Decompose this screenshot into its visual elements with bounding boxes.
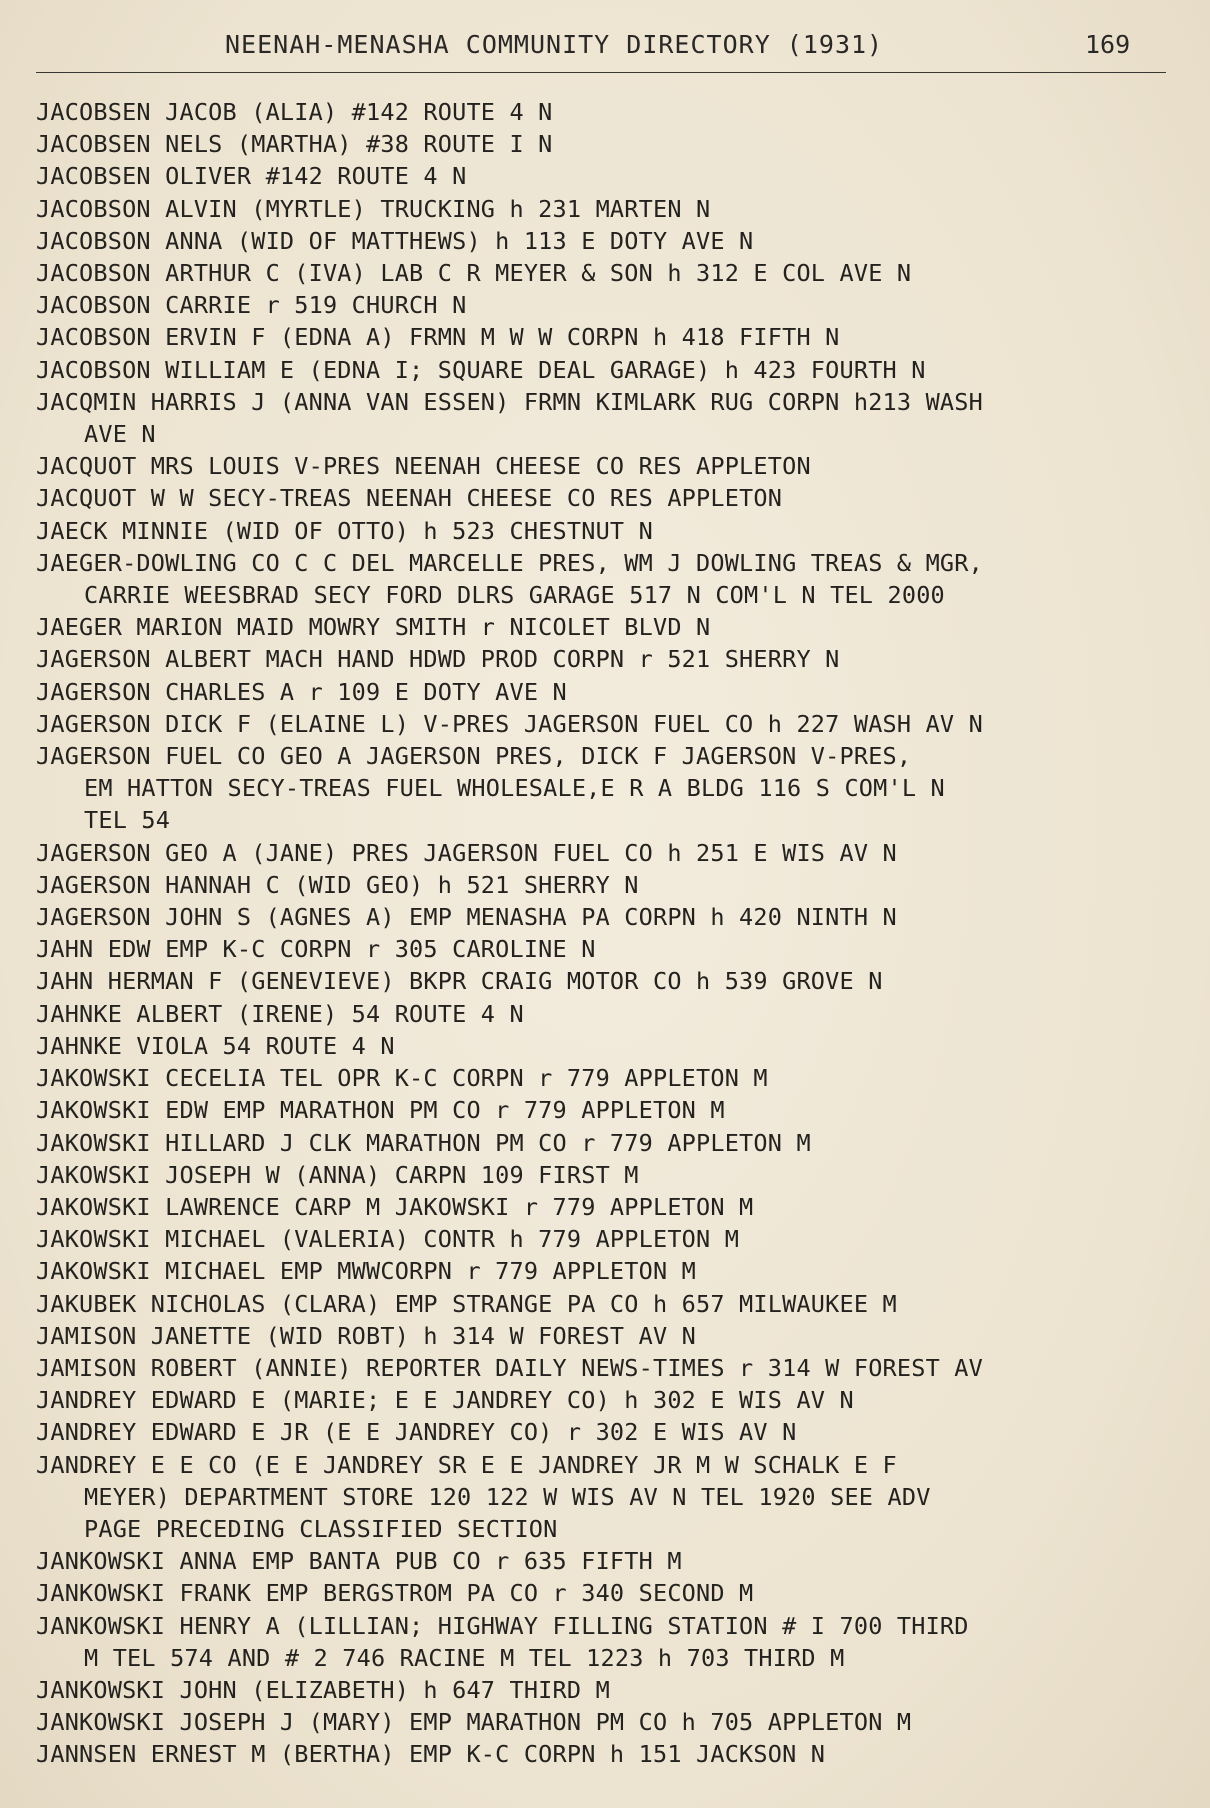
directory-entry: JAGERSON ALBERT MACH HAND HDWD PROD CORPN r 521 SHERRY N	[36, 645, 840, 674]
directory-entry: JACOBSON CARRIE r 519 CHURCH N	[36, 291, 467, 320]
directory-entry: JAKOWSKI MICHAEL (VALERIA) CONTR h 779 APPLETON M	[36, 1225, 740, 1254]
directory-entry: JAHN EDW EMP K-C CORPN r 305 CAROLINE N	[36, 935, 596, 964]
page-title: NEENAH-MENASHA COMMUNITY DIRECTORY (1931)	[225, 30, 884, 59]
directory-entry: JANDREY EDWARD E (MARIE; E E JANDREY CO) h 302 E WIS AV N	[36, 1386, 854, 1415]
directory-entry: JAEGER-DOWLING CO C C DEL MARCELLE PRES, WM J DOWLING TREAS & MGR,	[36, 548, 983, 577]
directory-entry: JAMISON ROBERT (ANNIE) REPORTER DAILY NEWS-TIMES r 314 W FOREST AV	[36, 1353, 983, 1382]
directory-entry-continuation: PAGE PRECEDING CLASSIFIED SECTION	[84, 1514, 558, 1543]
directory-entry: JAHNKE VIOLA 54 ROUTE 4 N	[36, 1031, 395, 1060]
directory-entry: JAKOWSKI MICHAEL EMP MWWCORPN r 779 APPLETON M	[36, 1257, 697, 1286]
directory-entry: JAGERSON FUEL CO GEO A JAGERSON PRES, DICK F JAGERSON V-PRES,	[36, 742, 912, 771]
directory-entry: JANKOWSKI FRANK EMP BERGSTROM PA CO r 340 SECOND M	[36, 1579, 754, 1608]
directory-entry-continuation: EM HATTON SECY-TREAS FUEL WHOLESALE,E R A BLDG 116 S COM'L N	[84, 774, 945, 803]
directory-entry: JAGERSON CHARLES A r 109 E DOTY AVE N	[36, 677, 567, 706]
directory-entry: JAMISON JANETTE (WID ROBT) h 314 W FOREST AV N	[36, 1321, 697, 1350]
directory-entry: JAEGER MARION MAID MOWRY SMITH r NICOLET BLVD N	[36, 613, 711, 642]
directory-entry: JANKOWSKI JOSEPH J (MARY) EMP MARATHON PM CO h 705 APPLETON M	[36, 1708, 912, 1737]
directory-entry: JANDREY E E CO (E E JANDREY SR E E JANDREY JR M W SCHALK E F	[36, 1450, 897, 1479]
directory-entry: JACOBSEN NELS (MARTHA) #38 ROUTE I N	[36, 130, 553, 159]
directory-entry: JACQMIN HARRIS J (ANNA VAN ESSEN) FRMN KIMLARK RUG CORPN h213 WASH	[36, 387, 983, 416]
directory-entry: JAGERSON JOHN S (AGNES A) EMP MENASHA PA CORPN h 420 NINTH N	[36, 903, 897, 932]
directory-entry: JACOBSEN OLIVER #142 ROUTE 4 N	[36, 162, 467, 191]
directory-entry: JANKOWSKI HENRY A (LILLIAN; HIGHWAY FILLING STATION # I 700 THIRD	[36, 1611, 969, 1640]
directory-entry-continuation: MEYER) DEPARTMENT STORE 120 122 W WIS AV N TEL 1920 SEE ADV	[84, 1482, 931, 1511]
directory-entry: JANNSEN ERNEST M (BERTHA) EMP K-C CORPN h 151 JACKSON N	[36, 1740, 826, 1769]
directory-entry: JAECK MINNIE (WID OF OTTO) h 523 CHESTNUT N	[36, 516, 653, 545]
directory-entries	[0, 96, 1210, 1771]
directory-entry: JACOBSON ARTHUR C (IVA) LAB C R MEYER & SON h 312 E COL AVE N	[36, 259, 912, 288]
directory-entry: JACQUOT W W SECY-TREAS NEENAH CHEESE CO RES APPLETON	[36, 484, 783, 513]
directory-entry-continuation: TEL 54	[84, 806, 171, 835]
directory-entry: JAKOWSKI CECELIA TEL OPR K-C CORPN r 779 APPLETON M	[36, 1064, 768, 1093]
directory-entry: JACOBSON WILLIAM E (EDNA I; SQUARE DEAL GARAGE) h 423 FOURTH N	[36, 355, 926, 384]
directory-entry-continuation: AVE N	[84, 420, 156, 449]
directory-entry-continuation: CARRIE WEESBRAD SECY FORD DLRS GARAGE 517 N COM'L N TEL 2000	[84, 581, 945, 610]
directory-entry: JAGERSON HANNAH C (WID GEO) h 521 SHERRY N	[36, 870, 639, 899]
header-rule	[36, 72, 1166, 73]
page-number: 169	[1085, 30, 1131, 59]
directory-entry: JAHNKE ALBERT (IRENE) 54 ROUTE 4 N	[36, 999, 524, 1028]
directory-entry: JANDREY EDWARD E JR (E E JANDREY CO) r 302 E WIS AV N	[36, 1418, 797, 1447]
directory-entry: JAKOWSKI LAWRENCE CARP M JAKOWSKI r 779 APPLETON M	[36, 1192, 754, 1221]
directory-entry: JAKOWSKI HILLARD J CLK MARATHON PM CO r 779 APPLETON M	[36, 1128, 811, 1157]
directory-entry: JAKOWSKI JOSEPH W (ANNA) CARPN 109 FIRST M	[36, 1160, 639, 1189]
directory-entry: JAKOWSKI EDW EMP MARATHON PM CO r 779 APPLETON M	[36, 1096, 725, 1125]
directory-entry-continuation: M TEL 574 AND # 2 746 RACINE M TEL 1223 h 703 THIRD M	[84, 1643, 845, 1672]
directory-entry: JACOBSON ALVIN (MYRTLE) TRUCKING h 231 MARTEN N	[36, 194, 711, 223]
directory-entry: JAHN HERMAN F (GENEVIEVE) BKPR CRAIG MOTOR CO h 539 GROVE N	[36, 967, 883, 996]
page-header	[0, 30, 1210, 70]
directory-entry: JAGERSON GEO A (JANE) PRES JAGERSON FUEL CO h 251 E WIS AV N	[36, 838, 897, 867]
directory-entry: JAKUBEK NICHOLAS (CLARA) EMP STRANGE PA CO h 657 MILWAUKEE M	[36, 1289, 897, 1318]
directory-entry: JACOBSON ERVIN F (EDNA A) FRMN M W W CORPN h 418 FIFTH N	[36, 323, 840, 352]
directory-entry: JAGERSON DICK F (ELAINE L) V-PRES JAGERSON FUEL CO h 227 WASH AV N	[36, 709, 983, 738]
directory-entry: JANKOWSKI JOHN (ELIZABETH) h 647 THIRD M	[36, 1675, 610, 1704]
directory-entry: JACOBSON ANNA (WID OF MATTHEWS) h 113 E DOTY AVE N	[36, 226, 754, 255]
directory-entry: JACOBSEN JACOB (ALIA) #142 ROUTE 4 N	[36, 98, 553, 126]
directory-entry: JACQUOT MRS LOUIS V-PRES NEENAH CHEESE CO RES APPLETON	[36, 452, 811, 481]
directory-entry: JANKOWSKI ANNA EMP BANTA PUB CO r 635 FIFTH M	[36, 1547, 682, 1576]
